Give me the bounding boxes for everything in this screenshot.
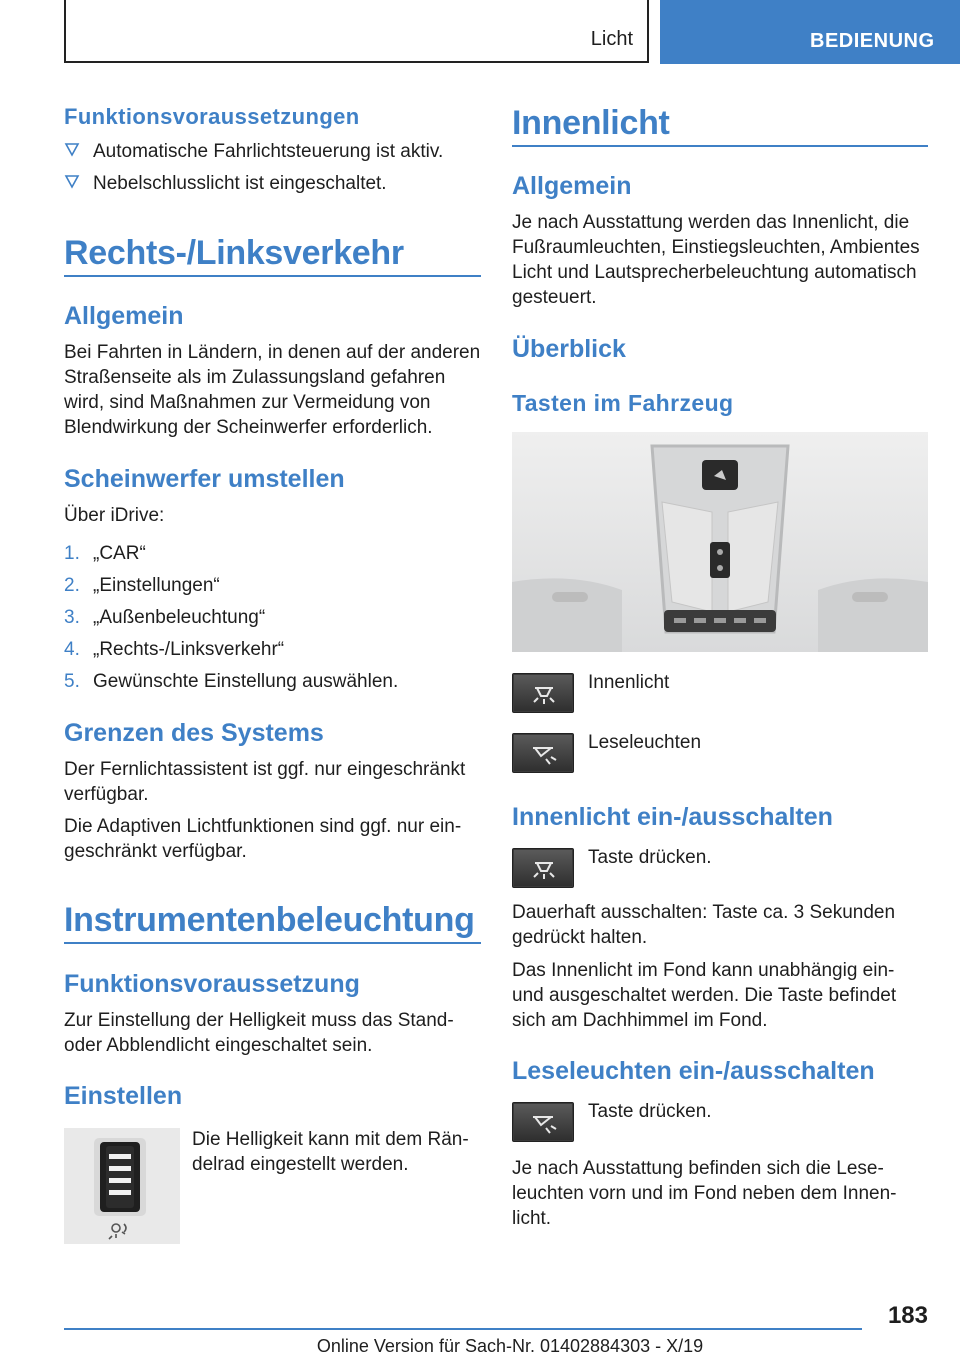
interior-light-key-icon: [512, 673, 574, 713]
heading-einstellen: Einstellen: [64, 1082, 183, 1110]
numbered-item: 5. Gewünschte Einstellung auswählen.: [64, 671, 399, 692]
reading-light-key-icon: [512, 1102, 574, 1142]
title-rule: [512, 145, 928, 147]
heading-funktionsvoraussetzungen: Funktionsvoraussetzungen: [64, 104, 360, 129]
triangle-bullet-icon: [64, 141, 80, 159]
paragraph: Dauerhaft ausschalten: Taste ca. 3 Sekunden gedrückt halten.: [512, 902, 896, 948]
paragraph: Die Adaptiven Lichtfunktionen sind ggf. nur ein‐ geschränkt verfügbar.: [64, 816, 462, 862]
title-rechts-linksverkehr: Rechts-/Linksverkehr: [64, 234, 404, 272]
dimmer-wheel-image: [64, 1128, 180, 1244]
reading-light-key-icon: [512, 733, 574, 773]
footer-text: Online Version für Sach-Nr. 01402884303 - X/19: [316, 1336, 704, 1356]
heading-tasten-im-fahrzeug: Tasten im Fahrzeug: [512, 390, 734, 416]
heading-ueberblick: Überblick: [512, 335, 626, 363]
paragraph: Je nach Ausstattung befinden sich die Lese‐ leuchten vorn und im Fond neben dem Innen‐ licht.: [512, 1158, 897, 1229]
interior-light-key-icon: [512, 848, 574, 888]
numbered-item: 1. „CAR“: [64, 543, 146, 564]
paragraph: Der Fernlichtassistent ist ggf. nur eingeschränkt verfügbar.: [64, 759, 466, 805]
list-item: Automatische Fahrlichtsteuerung ist aktiv.: [64, 139, 484, 164]
section-tab: BEDIENUNG: [660, 0, 960, 64]
instruction-text: Taste drücken.: [588, 1101, 712, 1122]
numbered-item: 3. „Außenbeleuchtung“: [64, 607, 266, 628]
heading-funktionsvoraussetzung: Funktionsvoraussetzung: [64, 970, 360, 998]
page-number: 183: [887, 1302, 928, 1329]
thumbwheel-icon: [64, 1128, 180, 1244]
numbered-item: 2. „Einstellungen“: [64, 575, 220, 596]
paragraph: Das Innenlicht im Fond kann unabhängig ein‐ und ausgeschaltet werden. Die Taste befindet sich am Dachhimmel im Fond.: [512, 960, 897, 1031]
paragraph: Bei Fahrten in Ländern, in denen auf der anderen Straßenseite als im Zulassungsland gefahren wird, sind Maßnahmen zur Vermeidung von Blendwirkung der Scheinwerfer erforderlich.: [64, 342, 481, 438]
chapter-title: Licht: [590, 28, 633, 50]
title-instrumentenbeleuchtung: Instrumentenbeleuchtung: [64, 901, 475, 939]
overhead-console-image: [512, 432, 928, 652]
title-rule: [64, 275, 481, 277]
list-item: Nebelschlusslicht ist eingeschaltet.: [64, 171, 484, 196]
triangle-bullet-icon: [64, 173, 80, 191]
instruction-text: Taste drücken.: [588, 847, 712, 868]
paragraph: Je nach Ausstattung werden das Innenlicht, die Fußraumleuchten, Einstiegsleuchten, Ambientes Licht und Lautsprecherbeleuchtung automatisch gesteuert.: [512, 212, 920, 308]
header-chapter-box: [64, 0, 649, 63]
title-rule: [64, 942, 481, 944]
roof-control-panel-illustration: [512, 432, 928, 652]
paragraph: Über iDrive:: [64, 505, 165, 526]
paragraph: Die Helligkeit kann mit dem Rän‐ delrad eingestellt werden.: [192, 1129, 469, 1175]
icon-label-innenlicht: Innenlicht: [588, 672, 670, 693]
footer-rule: [64, 1328, 862, 1330]
numbered-item: 4. „Rechts-/Linksverkehr“: [64, 639, 285, 660]
icon-label-leseleuchten: Leseleuchten: [588, 732, 702, 753]
heading-allgemein: Allgemein: [64, 302, 184, 330]
heading-allgemein-right: Allgemein: [512, 172, 632, 200]
paragraph: Zur Einstellung der Helligkeit muss das Stand‐ oder Abblendlicht eingeschaltet sein.: [64, 1010, 454, 1056]
heading-scheinwerfer-umstellen: Scheinwerfer umstellen: [64, 465, 345, 493]
title-innenlicht: Innenlicht: [512, 104, 670, 142]
heading-leseleuchten-ein-ausschalten: Leseleuchten ein-/ausschalten: [512, 1057, 875, 1085]
heading-innenlicht-ein-ausschalten: Innenlicht ein-/ausschalten: [512, 803, 833, 831]
heading-grenzen-des-systems: Grenzen des Systems: [64, 719, 324, 747]
